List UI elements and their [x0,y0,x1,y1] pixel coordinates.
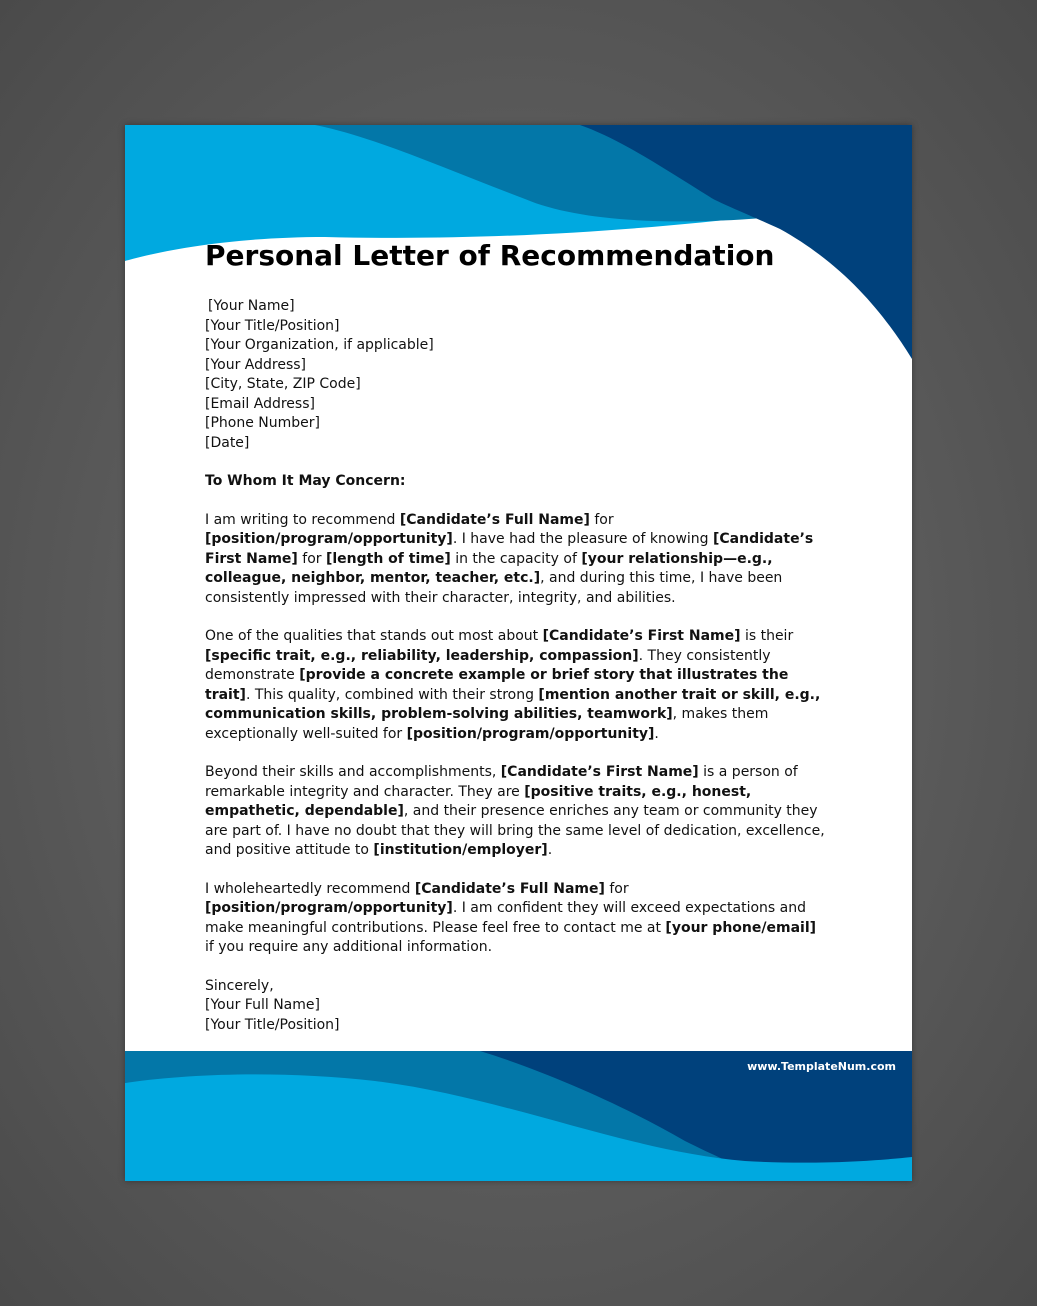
placeholder-field: [Candidate’s Full Name] [414,880,605,897]
sender-name: [Your Name] [208,298,295,314]
placeholder-field: [Candidate’s First Name] [205,531,814,567]
paragraph-text: . I have had the pleasure of knowing [452,531,713,547]
valediction: Sincerely, [205,977,274,994]
sender-email: [Email Address] [205,395,315,412]
paragraph-text: , and their presence enriches any team or community they are part of. I have no doubt that they will bring the same level of dedication, excellence, and positive attitude to [205,803,825,858]
salutation: To Whom It May Concern: [205,473,406,489]
placeholder-field: [Candidate’s First Name] [542,628,741,644]
paragraph-text: for [589,511,614,528]
placeholder-field: [position/program/opportunity] [406,725,655,742]
paragraph-text: if you require any additional information. [205,939,493,955]
paragraph-text: . I am confident they will exceed expectations and make meaningful contributions. Please feel free to contact me at [205,900,806,936]
website-link[interactable]: www.TemplateNum.com [747,1060,896,1073]
paragraph-text: for [297,550,326,567]
paragraph-text: . This quality, combined with their strong [245,686,539,703]
sender-organization: [Your Organization, if applicable] [205,337,434,353]
sender-address: [Your Address] [205,356,307,373]
paragraph-text: . They consistently demonstrate [205,647,771,683]
paragraph-text: for [604,880,629,897]
placeholder-field: [your phone/email] [665,919,817,936]
closing-block [205,977,825,1036]
paragraph-text: Beyond their skills and accomplishments, [205,764,501,780]
sender-city-state-zip: [City, State, ZIP Code] [205,376,361,392]
paragraph-text: I am writing to recommend [205,511,400,528]
paragraph-text: . [547,842,553,858]
sender-block [205,297,825,453]
placeholder-field: [length of time] [325,550,451,567]
sender-phone: [Phone Number] [205,415,320,431]
signature-name: [Your Full Name] [205,997,320,1013]
paragraph-text: I wholeheartedly recommend [205,880,415,897]
page-title: Personal Letter of Recommendation [205,239,775,272]
sender-title: [Your Title/Position] [205,317,340,334]
letter-page [125,125,912,1181]
paragraph-text: is a person of remarkable integrity and character. They are [205,764,798,800]
placeholder-field: [provide a concrete example or brief story that illustrates the trait] [205,667,789,703]
placeholder-field: [institution/employer] [373,842,548,858]
paragraph-qualities [205,627,825,744]
paragraph-text: , and during this time, I have been consistently impressed with their character, integrity, and abilities. [205,570,783,606]
placeholder-field: [specific trait, e.g., reliability, leadership, compassion] [205,647,639,664]
paragraph-text: One of the qualities that stands out most about [205,628,543,644]
paragraph-introduction [205,511,825,609]
placeholder-field: [your relationship—e.g., colleague, neighbor, mentor, teacher, etc.] [205,550,773,586]
paragraph-character [205,763,825,861]
paragraph-text: , makes them exceptionally well-suited for [205,706,769,742]
paragraph-conclusion [205,880,825,958]
signature-title: [Your Title/Position] [205,1016,340,1033]
letter-body [205,297,825,1035]
paragraph-text: is their [740,628,794,644]
placeholder-field: [position/program/opportunity] [205,900,453,916]
placeholder-field: [position/program/opportunity] [205,531,453,547]
paragraph-text: in the capacity of [450,550,582,567]
placeholder-field: [mention another trait or skill, e.g., communication skills, problem-solving abilities, teamwork] [205,686,821,722]
placeholder-field: [positive traits, e.g., honest, empathetic, dependable] [205,783,752,819]
placeholder-field: [Candidate’s Full Name] [399,511,590,528]
placeholder-field: [Candidate’s First Name] [500,764,699,780]
letter-date: [Date] [205,434,250,451]
paragraph-text: . [654,725,659,742]
